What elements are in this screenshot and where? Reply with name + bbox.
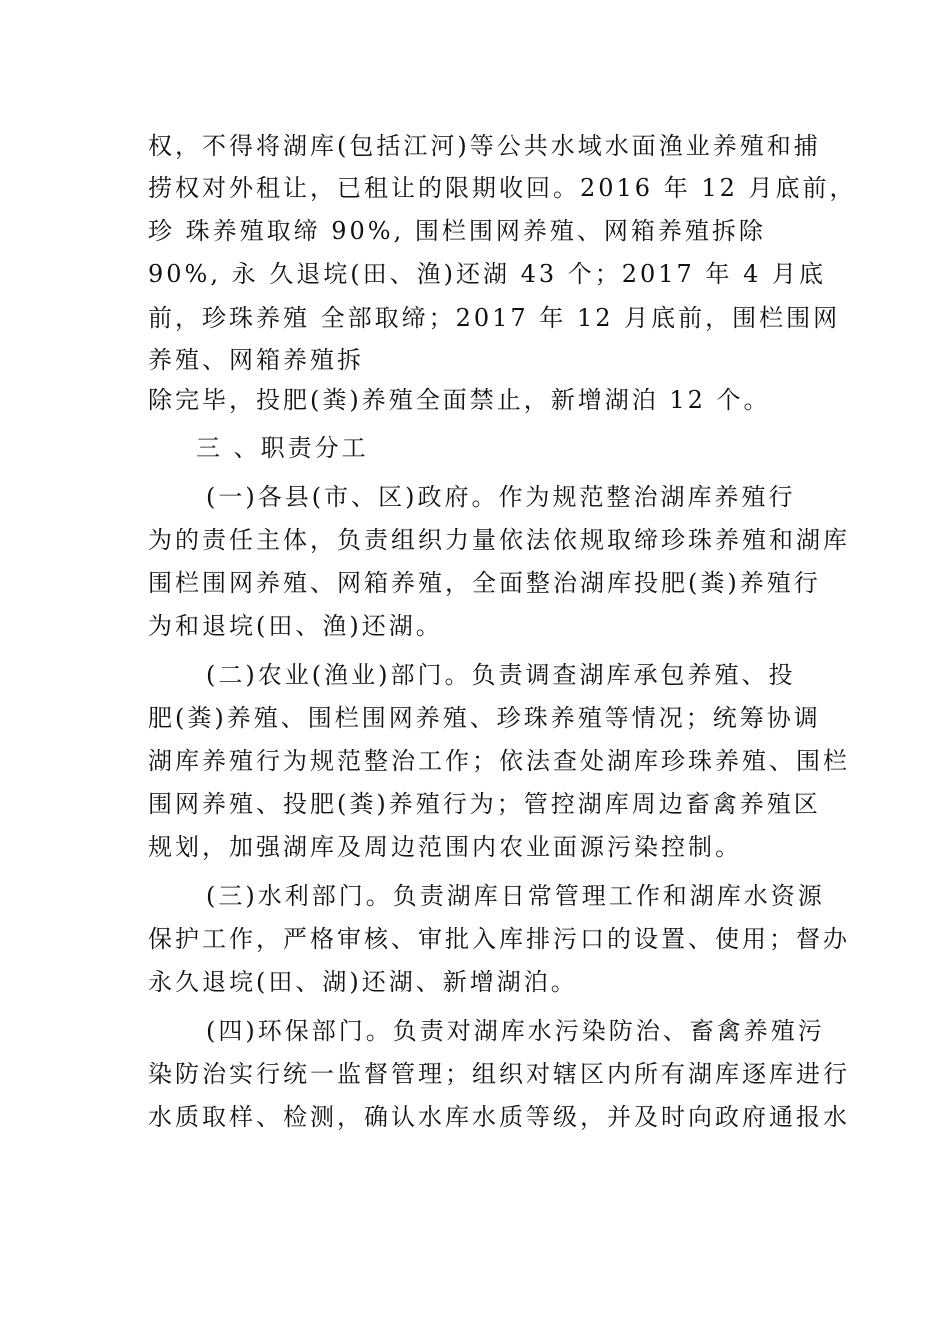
text-line: 染防治实行统一监督管理；组织对辖区内所有湖库逐库进行 xyxy=(148,1060,850,1088)
text-line: 权，不得将湖库(包括江河)等公共水域水面渔业养殖和捕 xyxy=(148,132,821,160)
paragraph-first-line: (一)各县(市、区)政府。作为规范整治湖库养殖行 xyxy=(206,483,796,511)
section-heading: 三 、职责分工 xyxy=(196,434,369,462)
paragraph-first-line: (三)水利部门。负责湖库日常管理工作和湖库水资源 xyxy=(206,882,825,910)
text-line: 养殖、网箱养殖拆 xyxy=(148,346,364,374)
text-line: 围网养殖、投肥(粪)养殖行为；管控湖库周边畜禽养殖区 xyxy=(148,790,821,818)
text-line: 为的责任主体，负责组织力量依法依规取缔珍珠养殖和湖库 xyxy=(148,526,850,554)
text-line: 围栏围网养殖、网箱养殖，全面整治湖库投肥(粪)养殖行 xyxy=(148,569,821,597)
text-line: 捞权对外租让，已租让的限期收回。2016 年 12 月底前， xyxy=(148,174,857,202)
text-line: 水质取样、检测，确认水库水质等级，并及时向政府通报水 xyxy=(148,1103,850,1131)
text-line: 为和退垸(田、渔)还湖。 xyxy=(148,612,443,640)
text-line: 除完毕，投肥(粪)养殖全面禁止，新增湖泊 12 个。 xyxy=(148,386,771,414)
text-line: 保护工作，严格审核、审批入库排污口的设置、使用；督办 xyxy=(148,925,850,953)
text-line: 前，珍珠养殖 全部取缔；2017 年 12 月底前，围栏围网 xyxy=(148,304,841,332)
paragraph-first-line: (四)环保部门。负责对湖库水污染防治、畜禽养殖污 xyxy=(206,1017,825,1045)
text-line: 永久退垸(田、湖)还湖、新增湖泊。 xyxy=(148,968,578,996)
text-line: 肥(粪)养殖、围栏围网养殖、珍珠养殖等情况；统筹协调 xyxy=(148,704,821,732)
text-line: 湖库养殖行为规范整治工作；依法查处湖库珍珠养殖、围栏 xyxy=(148,747,850,775)
text-line: 珍 珠养殖取缔 90%, 围栏围网养殖、网箱养殖拆除 xyxy=(148,217,766,245)
paragraph-first-line: (二)农业(渔业)部门。负责调查湖库承包养殖、投 xyxy=(206,661,796,689)
text-line: 90%, 永 久退垸(田、渔)还湖 43 个；2017 年 4 月底 xyxy=(148,260,826,288)
text-line: 规划，加强湖库及周边范围内农业面源污染控制。 xyxy=(148,833,742,861)
